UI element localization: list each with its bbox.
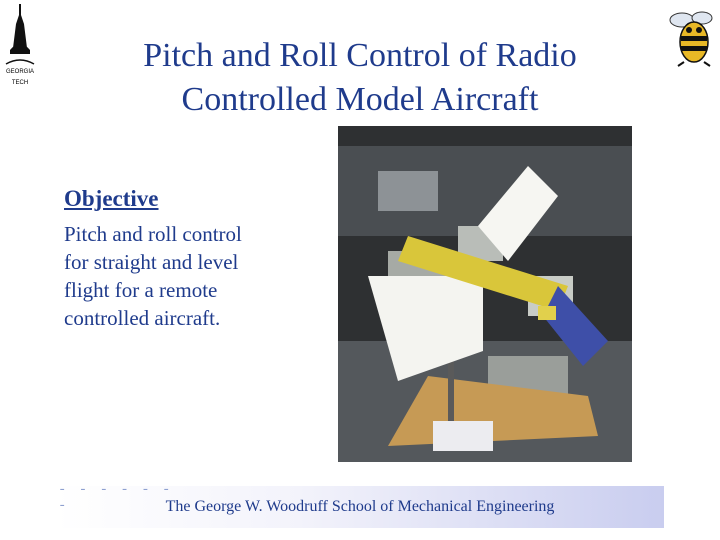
objective-line: flight for a remote: [64, 278, 218, 302]
footer-dashes: - - - - - - -: [58, 482, 173, 514]
objective-body: [64, 220, 294, 332]
objective-line: Pitch and roll control: [64, 222, 242, 246]
footer-text: The George W. Woodruff School of Mechanical Engineering: [165, 498, 555, 515]
objective-line: controlled aircraft.: [64, 306, 221, 330]
objective-line: for straight and level: [64, 250, 239, 274]
slide-title: Pitch and Roll Control of Radio Controlled Model Aircraft: [143, 37, 577, 118]
georgia-tech-logo: [2, 4, 40, 90]
yellow-jacket-mascot: [664, 8, 720, 68]
objective-heading: Objective: [64, 186, 159, 211]
logo-text-top: GEORGIA: [5, 69, 35, 75]
logo-text-bottom: TECH: [11, 80, 29, 86]
aircraft-photo: [338, 126, 632, 462]
